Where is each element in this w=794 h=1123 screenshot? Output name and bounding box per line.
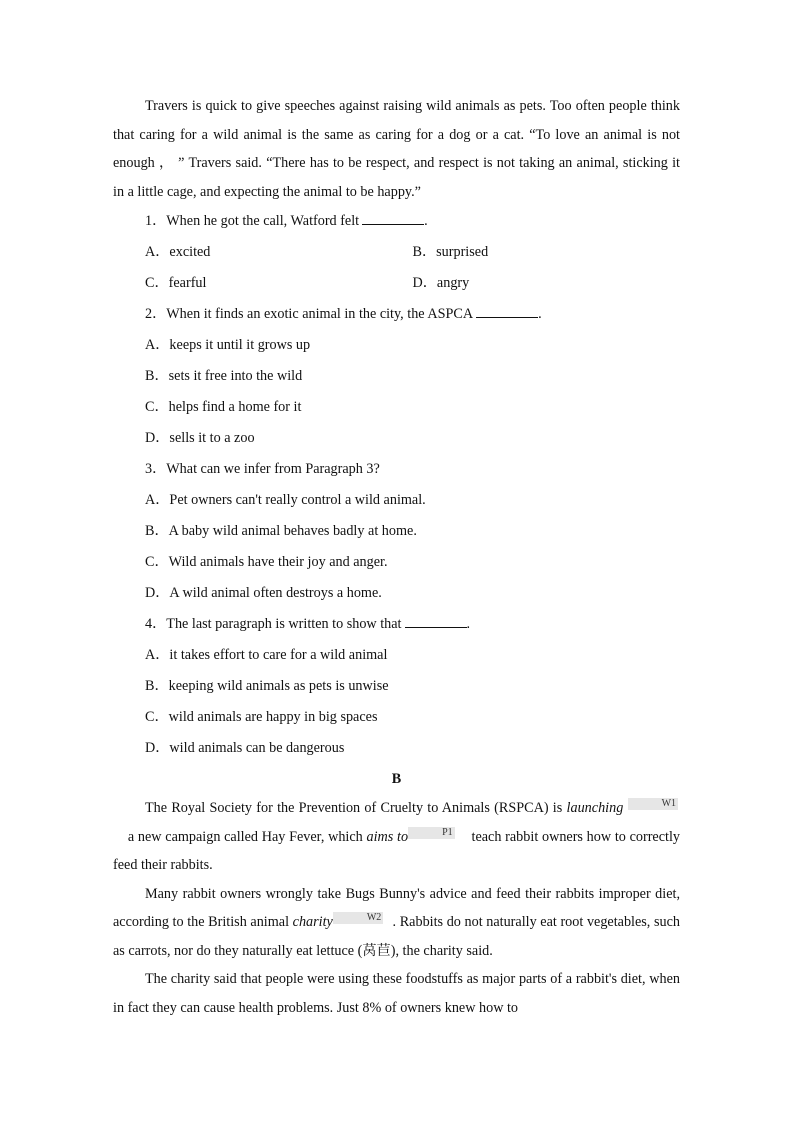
option-a: A．Pet owners can't really control a wild animal. [145,492,426,508]
option-d: D．A wild animal often destroys a home. [145,585,382,601]
option-d: D．wild animals can be dangerous [145,740,345,756]
answer-blank [476,304,538,318]
option-a: A．keeps it until it grows up [145,337,311,353]
option-b: B．sets it free into the wild [145,368,303,384]
passage-b-paragraph-3: The charity said that people were using these foodstuffs as major parts of a rabbit's diet, when in fact they can cause health problems. Just 8% of owners knew how to [113,971,680,1016]
text-run: . Rabbits do not naturally eat root vegetables, such as carrots, nor do they naturally eat lettuce (莴苣), the charity said. [113,914,680,959]
question-2-stem: 2．When it finds an exotic animal in the city, the ASPCA [145,306,474,322]
option-c: C．fearful [145,275,207,291]
option-b: B．keeping wild animals as pets is unwise [145,678,389,694]
question-4-end: . [466,616,471,632]
text-run: a new campaign called Hay Fever, which [127,828,363,845]
annotation-tag: P1 [408,827,455,839]
highlighted-word: charity [292,914,333,930]
question-2-end: . [538,306,542,322]
question-3: 3．What can we infer from Paragraph 3? [145,461,380,477]
section-b-title: B [391,771,402,787]
question-2 [113,299,680,330]
option-b: B．A baby wild animal behaves badly at home. [145,523,417,539]
passage-b-paragraph-2 [113,880,680,966]
answer-blank [405,614,467,628]
option-c: C．wild animals are happy in big spaces [145,709,378,725]
highlighted-word: launching [566,800,624,816]
annotation-tag: W1 [628,798,678,810]
document-page [113,92,680,1022]
option-d: D．sells it to a zoo [145,430,255,446]
question-1 [113,206,680,237]
text-run: The Royal Society for the Prevention of Cruelty to Animals (RSPCA) is [145,800,563,816]
option-d: D．angry [412,275,470,291]
question-1-options-row-1 [113,237,680,268]
answer-blank [362,211,424,225]
passage-a-last-paragraph: Travers is quick to give speeches against raising wild animals as pets. Too often people think that caring for a wild animal is the same as caring for a dog or a cat. “To love an animal is not enough ， ” Travers said. “There has to be respect, and respect is not taking an animal, sticking it in a little cage, and expecting the animal to be happy.” [113,98,680,200]
text-run: Many rabbit owners wrongly take Bugs Bunny's advice and feed their rabbits improper diet, according to the British animal [113,885,680,930]
option-c: C．helps find a home for it [145,399,302,415]
annotation-tag: W2 [333,912,383,924]
question-1-options-row-2 [113,268,680,299]
question-4 [113,609,680,640]
question-4-stem: 4．The last paragraph is written to show that [145,616,402,632]
text-run: teach rabbit owners how to correctly feed their rabbits. [113,828,680,873]
question-1-stem: 1．When he got the call, Watford felt [145,213,360,229]
option-b: B．surprised [412,244,489,260]
question-1-end: . [424,213,428,229]
highlighted-phrase: aims to [366,828,409,845]
option-c: C．Wild animals have their joy and anger. [145,554,388,570]
passage-b-paragraph-1 [113,794,680,880]
option-a: A．excited [145,244,211,260]
option-a: A．it takes effort to care for a wild animal [145,647,388,663]
